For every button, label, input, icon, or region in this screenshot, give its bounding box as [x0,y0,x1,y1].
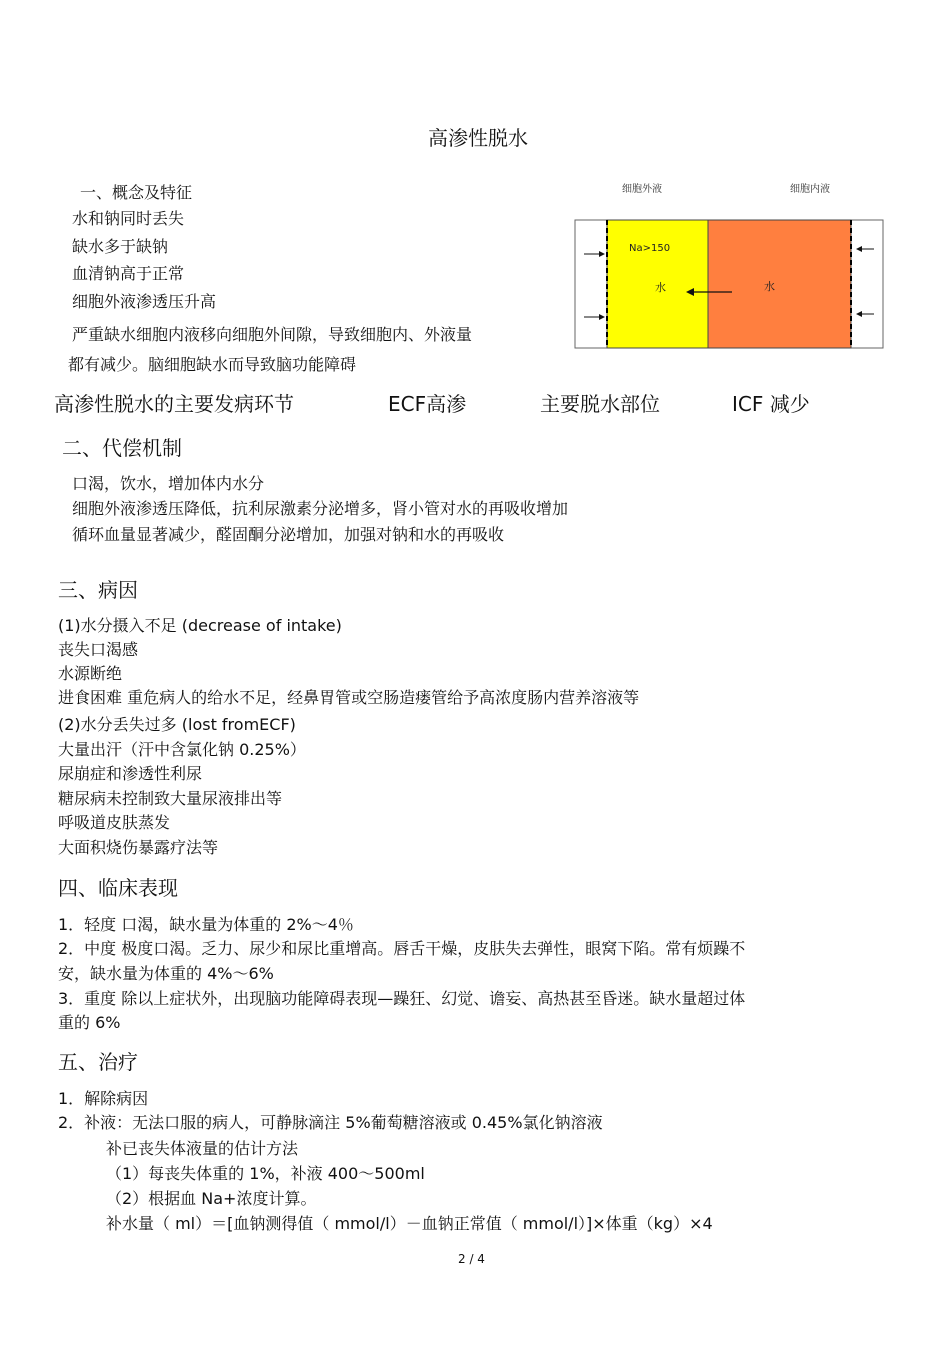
text-line: 大量出汗（汗中含氯化钠 0.25%） [58,740,306,759]
page-title: 高渗性脱水 [428,126,528,150]
text-line: 补已丧失体液量的估计方法 [106,1139,299,1158]
text-line: 大面积烧伤暴露疗法等 [58,838,219,857]
ecf-label: 细胞外液 [622,184,662,195]
text-line: 血清钠高于正常 [72,264,185,283]
text-line: 循环血量显著减少，醛固酮分泌增加，加强对钠和水的再吸收 [72,525,505,544]
section-heading-clinical: 四、临床表现 [58,876,178,900]
text-line: 1．轻度 口渴，缺水量为体重的 2%～4％ [58,915,354,934]
text-line: 丧失口渴感 [58,640,139,659]
text-line: 水和钠同时丢失 [72,209,185,228]
summary-value: ECF高渗 [388,392,467,416]
text-line: (2)水分丢失过多 (lost fromECF) [58,715,296,734]
summary-label: 高渗性脱水的主要发病环节 [54,392,294,416]
text-line: 细胞外液渗透压升高 [72,292,217,311]
section-heading-treatment: 五、治疗 [58,1050,138,1074]
ecf-water-label: 水 [655,281,666,294]
text-line: （1）每丧失体重的 1%，补液 400～500ml [106,1164,425,1183]
text-line: 细胞外液渗透压降低，抗利尿激素分泌增多，肾小管对水的再吸收增加 [72,499,569,518]
text-line: 安，缺水量为体重的 4%～6% [58,964,274,983]
page-number: 2 / 4 [458,1252,485,1266]
text-line: 严重缺水细胞内液移向细胞外间隙，导致细胞内、外液量 [72,325,473,344]
icf-label: 细胞内液 [790,184,830,195]
text-line: 重的 6% [58,1013,121,1032]
fluid-shift-diagram [574,178,884,353]
text-line: 呼吸道皮肤蒸发 [58,813,171,832]
text-line: 补水量（ ml）＝[血钠测得值（ mmol/l）－血钠正常值（ mmol/l）]×体重（kg）×4 [106,1214,713,1233]
icf-water-label: 水 [764,280,775,293]
text-line: 尿崩症和渗透性利尿 [58,764,203,783]
icf-compartment [708,220,851,348]
text-line: 2．补液：无法口服的病人，可静脉滴注 5%葡萄糖溶液或 0.45%氯化钠溶液 [58,1113,603,1132]
summary-label: 主要脱水部位 [540,392,660,416]
text-line: 2．中度 极度口渴。乏力、尿少和尿比重增高。唇舌干燥，皮肤失去弹性，眼窝下陷。常有烦躁不 [58,939,746,958]
text-line: 进食困难 重危病人的给水不足，经鼻胃管或空肠造瘘管给予高浓度肠内营养溶液等 [58,688,640,707]
text-line: 缺水多于缺钠 [72,237,169,256]
section-heading-concept: 一、概念及特征 [80,183,193,202]
text-line: （2）根据血 Na+浓度计算。 [106,1189,317,1208]
text-line: 水源断绝 [58,664,123,683]
text-line: 都有减少。脑细胞缺水而导致脑功能障碍 [68,355,357,374]
summary-value: ICF 减少 [732,392,810,416]
text-line: 糖尿病未控制致大量尿液排出等 [58,789,283,808]
text-line: (1)水分摄入不足 (decrease of intake) [58,616,342,635]
na-label: Na>150 [629,243,671,254]
section-heading-compensation: 二、代偿机制 [62,436,182,460]
text-line: 口渴，饮水，增加体内水分 [72,474,265,493]
text-line: 3．重度 除以上症状外，出现脑功能障碍表现—躁狂、幻觉、谵妄、高热甚至昏迷。缺水量超过体 [58,989,746,1008]
text-line: 1．解除病因 [58,1089,149,1108]
section-heading-etiology: 三、病因 [58,578,138,602]
